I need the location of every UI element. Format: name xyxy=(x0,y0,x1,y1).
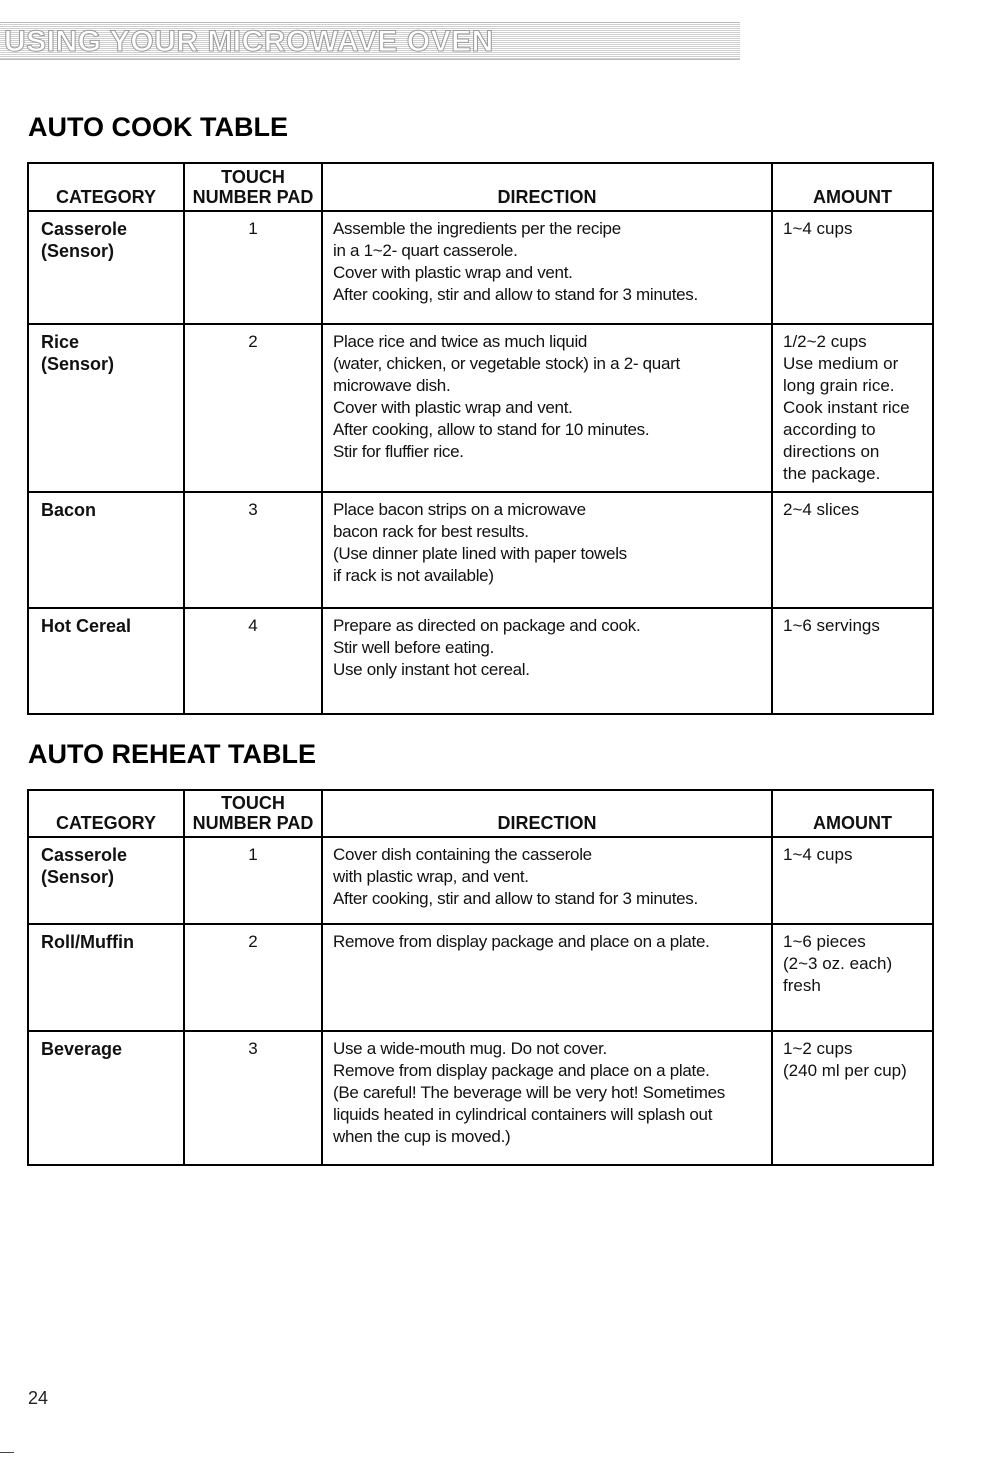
table-row xyxy=(28,492,933,608)
row-direction: Place bacon strips on a microwave bacon rack for best results. (Use dinner plate lined with paper towels if rack is not available) xyxy=(322,492,772,608)
row-number-pad: 2 xyxy=(184,324,322,492)
row-number-pad: 3 xyxy=(184,1031,322,1165)
header-touch-line1: TOUCH xyxy=(221,167,285,187)
row-direction: Remove from display package and place on a plate. xyxy=(322,924,772,1031)
table-row xyxy=(28,324,933,492)
header-touch-line1: TOUCH xyxy=(221,793,285,813)
page-number: 24 xyxy=(28,1388,49,1408)
row-category: Rice (Sensor) xyxy=(28,324,184,492)
row-number-pad: 4 xyxy=(184,608,322,714)
row-number-pad: 1 xyxy=(184,211,322,324)
auto-reheat-table xyxy=(27,789,934,1166)
row-direction: Use a wide-mouth mug. Do not cover. Remove from display package and place on a plate. (Be careful! The beverage will be very hot! Sometimes liquids heated in cylindrical containers will splash out when the cup is moved.) xyxy=(322,1031,772,1165)
row-number-pad: 3 xyxy=(184,492,322,608)
header-touch-line2: NUMBER PAD xyxy=(192,187,314,207)
table-header-row xyxy=(28,163,933,211)
auto-cook-table xyxy=(27,162,934,715)
row-amount: 1~2 cups (240 ml per cup) xyxy=(772,1031,933,1165)
row-amount: 1~4 cups xyxy=(772,211,933,324)
header-direction: DIRECTION xyxy=(322,790,772,837)
row-direction: Assemble the ingredients per the recipe in a 1~2- quart casserole. Cover with plastic wrap and vent. After cooking, stir and allow to stand for 3 minutes. xyxy=(322,211,772,324)
row-direction: Cover dish containing the casserole with plastic wrap, and vent. After cooking, stir and allow to stand for 3 minutes. xyxy=(322,837,772,924)
table-row xyxy=(28,837,933,924)
auto-cook-title: AUTO COOK TABLE xyxy=(28,112,288,142)
row-amount: 2~4 slices xyxy=(772,492,933,608)
row-direction: Prepare as directed on package and cook. Stir well before eating. Use only instant hot cereal. xyxy=(322,608,772,714)
table-header-row xyxy=(28,790,933,837)
section-banner xyxy=(0,22,740,60)
header-direction: DIRECTION xyxy=(322,163,772,211)
header-amount: AMOUNT xyxy=(772,790,933,837)
auto-reheat-title: AUTO REHEAT TABLE xyxy=(28,739,316,769)
corner-mark xyxy=(0,1452,14,1453)
row-number-pad: 1 xyxy=(184,837,322,924)
row-amount: 1~6 servings xyxy=(772,608,933,714)
header-amount: AMOUNT xyxy=(772,163,933,211)
header-category: CATEGORY xyxy=(28,163,184,211)
row-category: Hot Cereal xyxy=(28,608,184,714)
header-touch-number-pad xyxy=(184,790,322,837)
table-row xyxy=(28,211,933,324)
row-amount: 1/2~2 cups Use medium or long grain rice. Cook instant rice according to directions on the package. xyxy=(772,324,933,492)
row-amount: 1~4 cups xyxy=(772,837,933,924)
row-number-pad: 2 xyxy=(184,924,322,1031)
row-direction: Place rice and twice as much liquid (water, chicken, or vegetable stock) in a 2- quart microwave dish. Cover with plastic wrap and vent. After cooking, allow to stand for 10 minutes. Stir for fluffier rice. xyxy=(322,324,772,492)
table-row xyxy=(28,924,933,1031)
banner-title: USING YOUR MICROWAVE OVEN xyxy=(4,25,494,58)
row-category: Roll/Muffin xyxy=(28,924,184,1031)
row-category: Casserole (Sensor) xyxy=(28,837,184,924)
table-row xyxy=(28,1031,933,1165)
row-category: Bacon xyxy=(28,492,184,608)
row-amount: 1~6 pieces (2~3 oz. each) fresh xyxy=(772,924,933,1031)
header-touch-number-pad xyxy=(184,163,322,211)
table-row xyxy=(28,608,933,714)
header-category: CATEGORY xyxy=(28,790,184,837)
row-category: Beverage xyxy=(28,1031,184,1165)
row-category: Casserole (Sensor) xyxy=(28,211,184,324)
header-touch-line2: NUMBER PAD xyxy=(192,813,314,833)
